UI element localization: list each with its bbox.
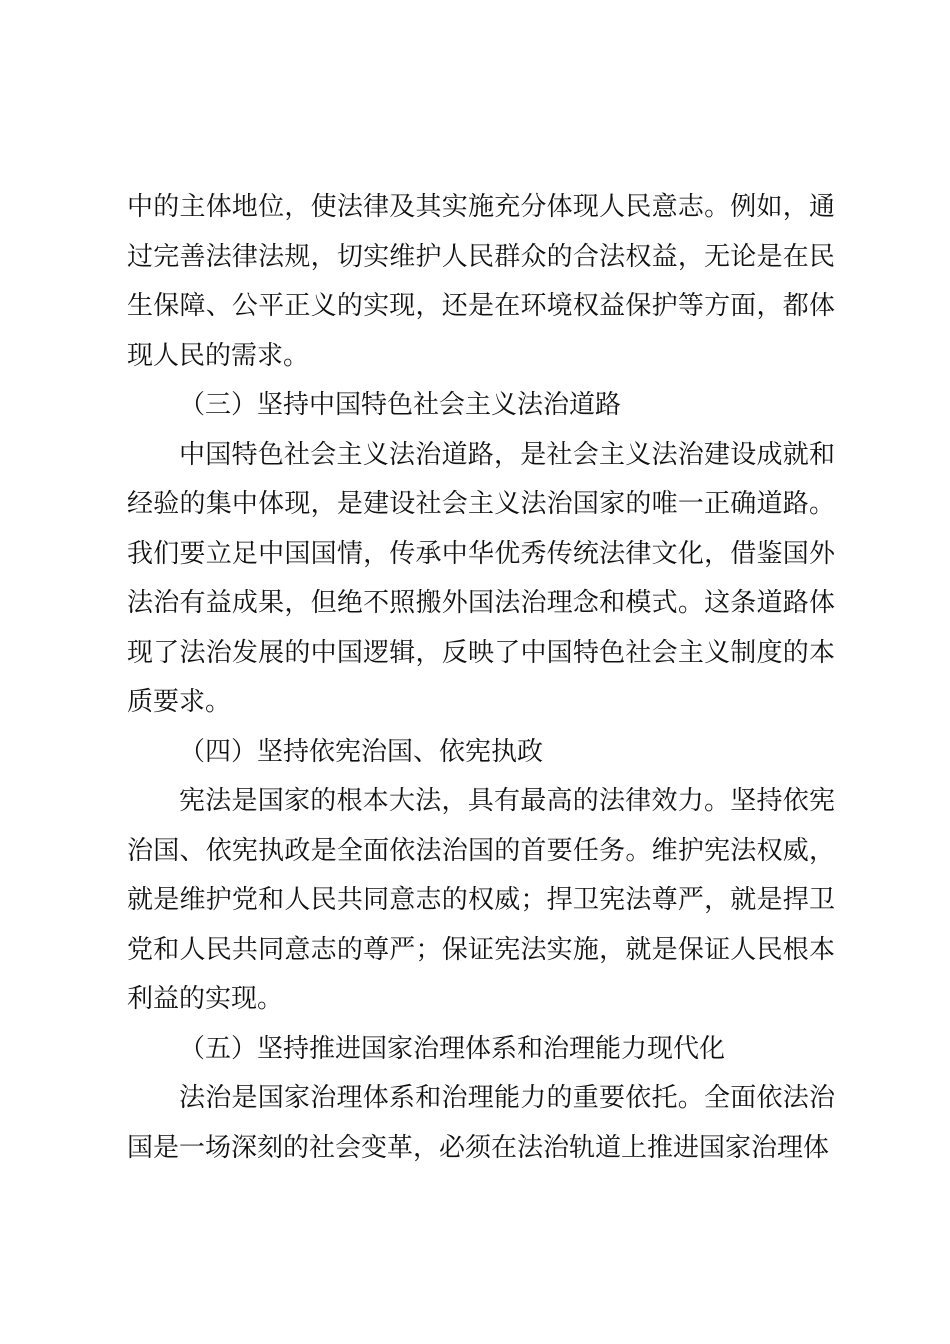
paragraph-section-3: 中国特色社会主义法治道路，是社会主义法治建设成就和经验的集中体现，是建设社会主义法治国家的唯一正确道路。我们要立足中国国情，传承中华优秀传统法律文化，借鉴国外法治有益成果，但绝不照搬外国法治理念和模式。这条道路体现了法治发展的中国逻辑，反映了中国特色社会主义制度的本质要求。 (127, 439, 835, 717)
document-body (127, 183, 835, 1173)
paragraph-continued: 中的主体地位，使法律及其实施充分体现人民意志。例如，通过完善法律法规，切实维护人民群众的合法权益，无论是在民生保障、公平正义的实现，还是在环境权益保护等方面，都体现人民的需求。 (127, 192, 835, 371)
paragraph-section-5: 法治是国家治理体系和治理能力的重要依托。全面依法治国是一场深刻的社会变革，必须在法治轨道上推进国家治理体 (127, 1083, 835, 1163)
section-heading-4: （四）坚持依宪治国、依宪执政 (179, 736, 544, 767)
paragraph-section-4: 宪法是国家的根本大法，具有最高的法律效力。坚持依宪治国、依宪执政是全面依法治国的首要任务。维护宪法权威，就是维护党和人民共同意志的权威；捍卫宪法尊严，就是捍卫党和人民共同意志的尊严；保证宪法实施，就是保证人民根本利益的实现。 (127, 786, 835, 1014)
section-heading-3: （三）坚持中国特色社会主义法治道路 (179, 390, 622, 420)
section-heading-5: （五）坚持推进国家治理体系和治理能力现代化 (179, 1033, 726, 1064)
